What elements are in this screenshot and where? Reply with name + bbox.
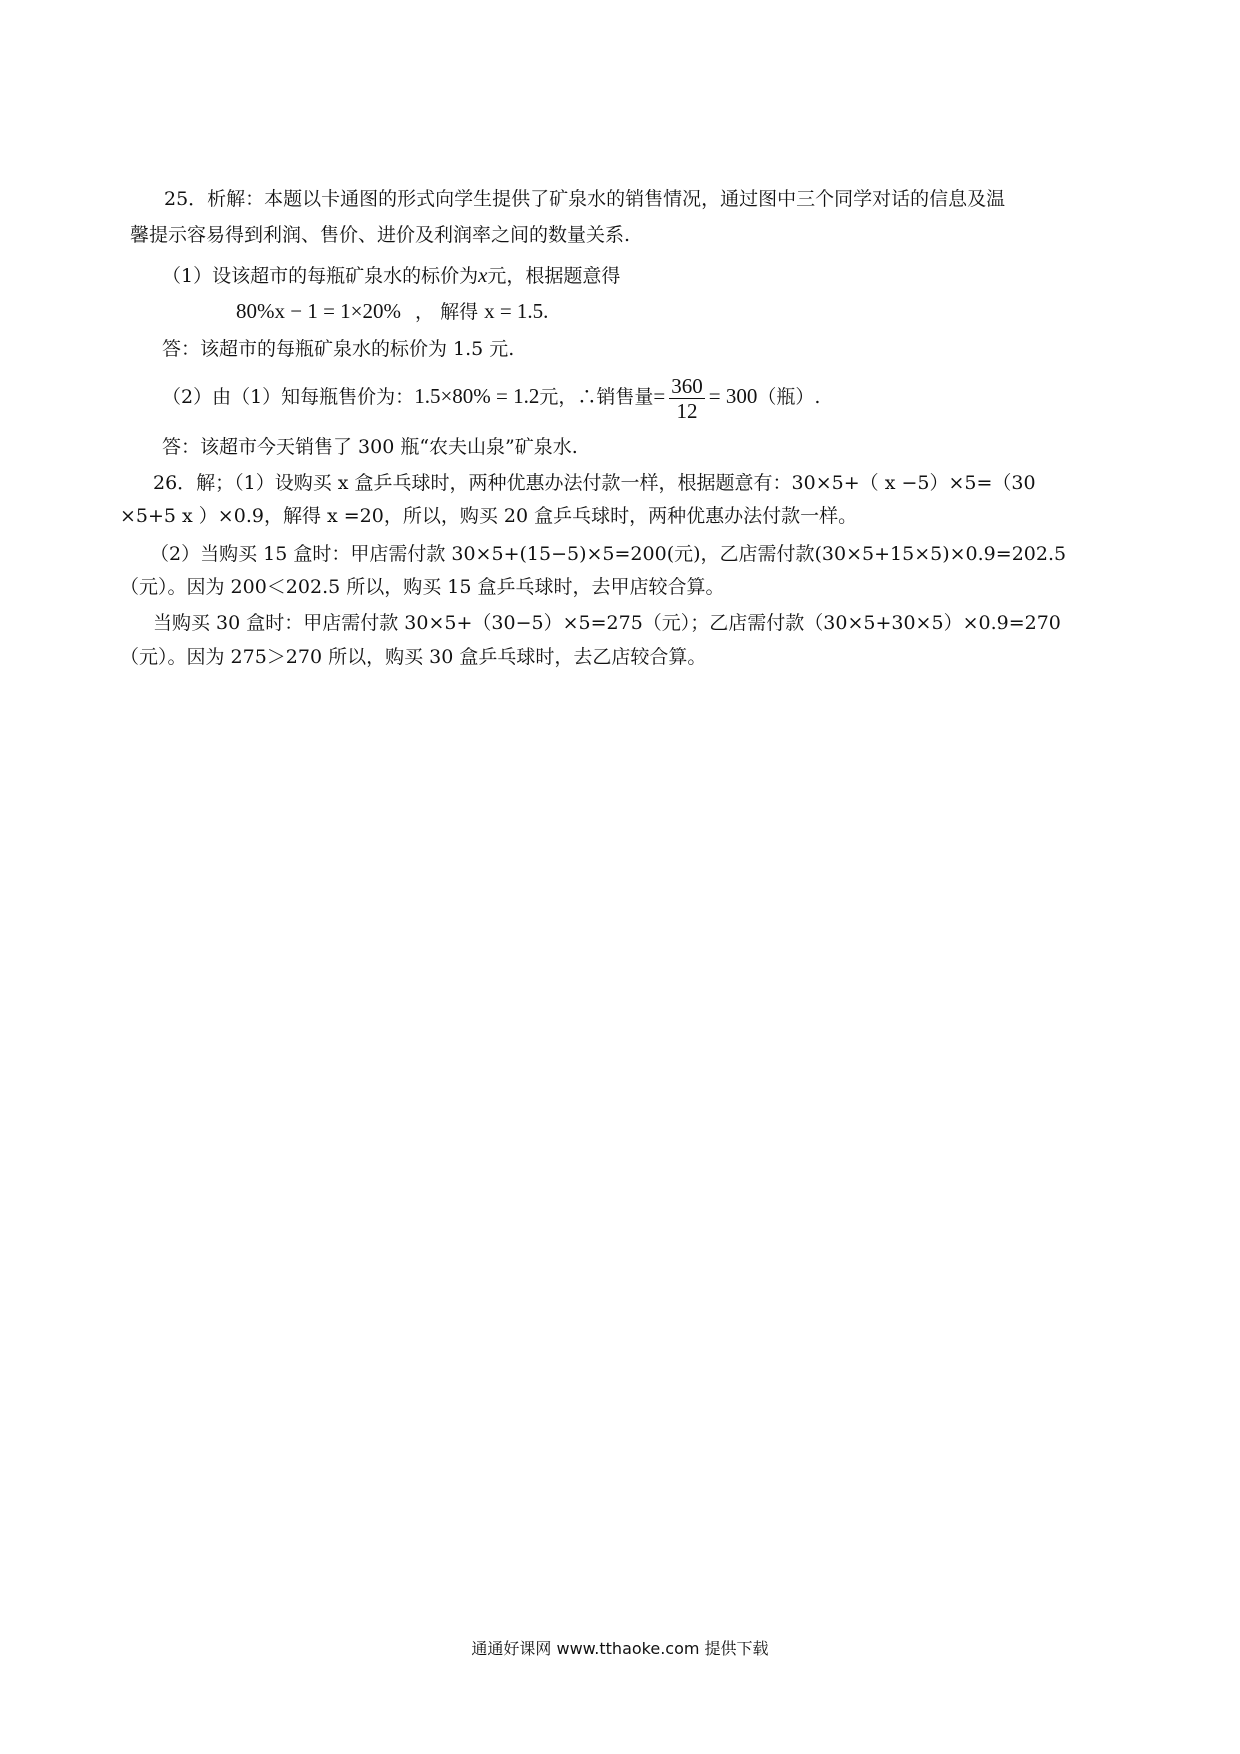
q25-equation-1-solution: x = 1.5 bbox=[484, 299, 544, 323]
q25-part2: （2）由（1）知每瓶售价为：1.5×80% = 1.2元，∴销售量= $\frac{360}{12}$ = 300（瓶）. bbox=[162, 373, 821, 423]
q25-fraction-denominator: 12 bbox=[676, 398, 698, 423]
q25-analysis-line-2: 馨提示容易得到利润、售价、进价及利润率之间的数量关系. bbox=[130, 224, 631, 246]
q25-fraction-numerator: 360 bbox=[671, 373, 703, 398]
q25-equation-1-end: . bbox=[543, 299, 549, 323]
q25-part2-result: = 300 bbox=[708, 384, 758, 408]
q26-line-5: 当购买 30 盒时：甲店需付款 30×5+（30−5）×5=275（元）；乙店需付款（30×5+30×5）×0.9=270 bbox=[153, 612, 1061, 634]
q25-part1-intro bbox=[162, 262, 620, 289]
q26-line-2: ×5+5 x ）×0.9，解得 x =20，所以，购买 20 盒乒乓球时，两种优惠办法付款一样。 bbox=[120, 505, 858, 527]
q25-part2-mid: 元，∴销售量 bbox=[539, 386, 654, 408]
q26-line-1: 26．解；（1）设购买 x 盒乒乓球时，两种优惠办法付款一样，根据题意有：30×5+（ x −5）×5=（30 bbox=[153, 472, 1036, 494]
q26-line-3: （2）当购买 15 盒时：甲店需付款 30×5+(15−5)×5=200(元)，乙店需付款(30×5+15×5)×0.9=202.5 bbox=[150, 543, 1067, 565]
q25-equation-1-sep: ， 解得 bbox=[415, 301, 479, 323]
q25-analysis-line-1: 25．析解：本题以卡通图的形式向学生提供了矿泉水的销售情况，通过图中三个同学对话的信息及温 bbox=[164, 188, 1006, 210]
q25-answer-1: 答：该超市的每瓶矿泉水的标价为 1.5 元. bbox=[162, 338, 515, 360]
page-footer: 通通好课网 www.tthaoke.com 提供下载 bbox=[471, 1639, 769, 1658]
q25-equation-1-expr: 80%x − 1 = 1×20% bbox=[236, 299, 402, 323]
q25-answer-2: 答：该超市今天销售了 300 瓶“农夫山泉”矿泉水. bbox=[162, 436, 578, 458]
q25-part2-intro: （2）由（1）知每瓶售价为： bbox=[162, 386, 415, 408]
q25-part1-intro-rest: 元，根据题意得 bbox=[487, 265, 621, 287]
q25-equation-1 bbox=[236, 298, 548, 325]
q25-part1-variable: x bbox=[478, 263, 488, 287]
q26-line-4: （元）。因为 200＜202.5 所以，购买 15 盒乒乓球时，去甲店较合算。 bbox=[120, 576, 725, 598]
q25-part2-calc: 1.5×80% = 1.2 bbox=[414, 384, 540, 408]
q25-part1-intro-text: （1）设该超市的每瓶矿泉水的标价为 bbox=[162, 265, 479, 287]
q25-part2-end: （瓶）. bbox=[757, 386, 821, 408]
q25-fraction bbox=[669, 374, 705, 423]
q26-line-6: （元）。因为 275＞270 所以，购买 30 盒乒乓球时，去乙店较合算。 bbox=[120, 646, 707, 668]
